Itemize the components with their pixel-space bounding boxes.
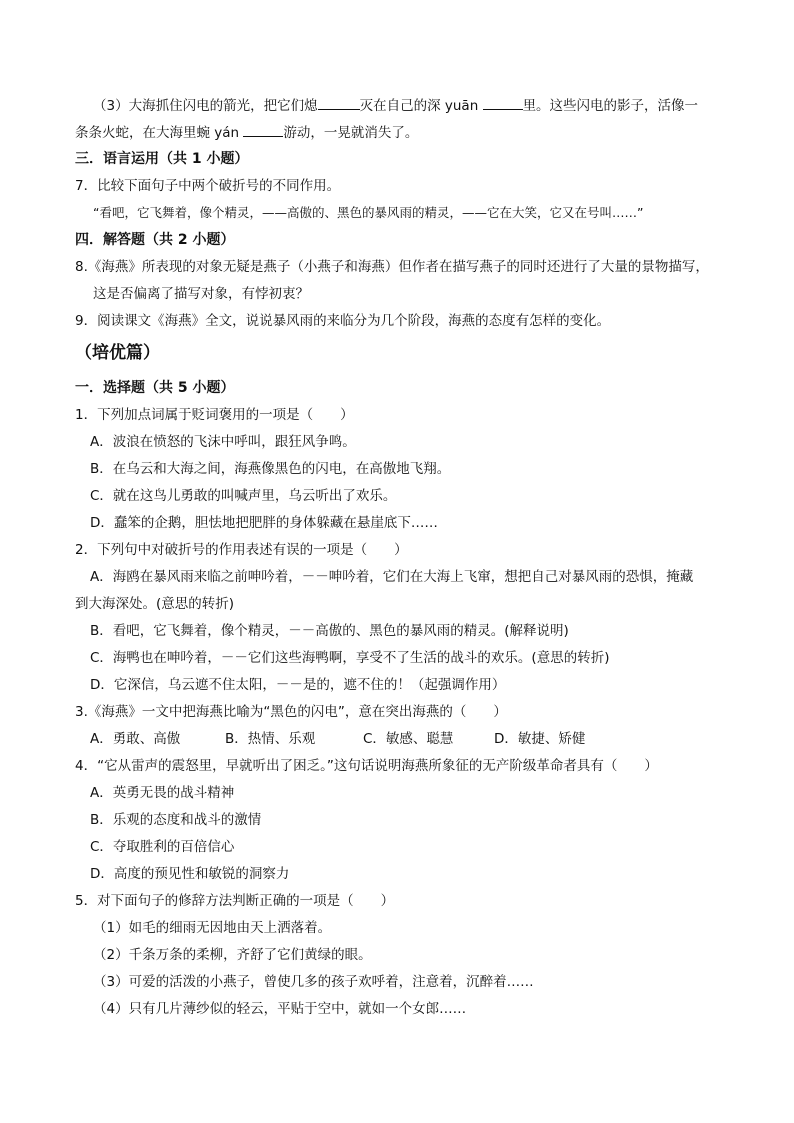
- question-stem: 2．下列句中对破折号的作用表述有误的一项是（ ）: [75, 542, 408, 558]
- option-b[interactable]: B．热情、乐观: [225, 731, 316, 747]
- section-title: 三．语言运用（共 1 小题）: [75, 151, 249, 167]
- option-d[interactable]: D．它深信，乌云遮不住太阳，－－是的，遮不住的！（起强调作用）: [90, 677, 506, 693]
- q3-fill-line-2: [75, 122, 418, 143]
- question-stem-continued: 这是否偏离了描写对象，有悖初衷？: [93, 286, 309, 302]
- question-stem: 5．对下面句子的修辞方法判断正确的一项是（ ）: [75, 893, 395, 909]
- option-a[interactable]: A．勇敢、高傲: [90, 731, 181, 747]
- option-b[interactable]: B．看吧，它飞舞着，像个精灵，－－高傲的、黑色的暴风雨的精灵。(解释说明): [90, 623, 569, 639]
- option-c[interactable]: C．就在这鸟儿勇敢的叫喊声里，乌云听出了欢乐。: [90, 488, 397, 504]
- option-b[interactable]: B．在乌云和大海之间，海燕像黑色的闪电，在高傲地飞翔。: [90, 461, 451, 477]
- answer-blank[interactable]: [483, 95, 523, 110]
- question-stem: 9．阅读课文《海燕》全文，说说暴风雨的来临分为几个阶段，海燕的态度有怎样的变化。: [75, 313, 611, 329]
- q3-text-e: 游动，一晃就消失了。: [283, 125, 419, 141]
- question-stem: 8.《海燕》所表现的对象无疑是燕子（小燕子和海燕）但作者在描写燕子的同时还进行了大量的景物描写，: [75, 259, 709, 275]
- part-title: （培优篇）: [75, 343, 160, 363]
- answer-blank[interactable]: [243, 122, 283, 137]
- option-c[interactable]: C．敏感、聪慧: [363, 731, 454, 747]
- option-d[interactable]: D．高度的预见性和敏锐的洞察力: [90, 866, 290, 882]
- sentence-2: （2）千条万条的柔柳，齐舒了它们黄绿的眼。: [93, 947, 372, 963]
- q3-text-d: 条条火蛇，在大海里蜿 yán: [75, 125, 240, 141]
- option-d[interactable]: D．蠢笨的企鹅，胆怯地把肥胖的身体躲藏在悬崖底下……: [90, 515, 438, 531]
- sentence-3: （3）可爱的活泼的小燕子，曾使几多的孩子欢呼着，注意着，沉醉着……: [93, 974, 534, 990]
- q3-fill-line-1: [93, 95, 698, 116]
- option-a-continued: 到大海深处。(意思的转折): [75, 596, 235, 612]
- option-d[interactable]: D．敏捷、矫健: [494, 731, 586, 747]
- quoted-sentence: “看吧，它飞舞着，像个精灵，——高傲的、黑色的暴风雨的精灵，——它在大笑，它又在号叫……”: [93, 205, 644, 220]
- q3-text-a: （3）大海抓住闪电的箭光，把它们熄: [93, 98, 318, 114]
- sentence-1: （1）如毛的细雨无因地由天上洒落着。: [93, 920, 332, 936]
- question-stem: 1．下列加点词属于贬词褒用的一项是（ ）: [75, 407, 354, 423]
- question-stem: 7．比较下面句子中两个破折号的不同作用。: [75, 178, 341, 194]
- question-stem: 3.《海燕》一文中把海燕比喻为“黑色的闪电”，意在突出海燕的（ ）: [75, 704, 507, 720]
- option-c[interactable]: C．夺取胜利的百倍信心: [90, 839, 235, 855]
- option-c[interactable]: C．海鸭也在呻吟着，－－它们这些海鸭啊，享受不了生活的战斗的欢乐。(意思的转折): [90, 650, 610, 666]
- q3-text-c: 里。这些闪电的影子，活像一: [522, 98, 699, 114]
- section-title: 一．选择题（共 5 小题）: [75, 380, 235, 396]
- section-title: 四．解答题（共 2 小题）: [75, 232, 235, 248]
- option-a[interactable]: A．英勇无畏的战斗精神: [90, 785, 235, 801]
- option-a[interactable]: A．波浪在愤怒的飞沫中呼叫，跟狂风争鸣。: [90, 434, 356, 450]
- option-row: [90, 729, 585, 749]
- sentence-4: （4）只有几片薄纱似的轻云，平贴于空中，就如一个女郎……: [93, 1001, 467, 1017]
- option-a[interactable]: A．海鸥在暴风雨来临之前呻吟着，－－呻吟着，它们在大海上飞窜，想把自己对暴风雨的恐惧，掩藏: [90, 569, 694, 585]
- question-stem: 4．“它从雷声的震怒里，早就听出了困乏。”这句话说明海燕所象征的无产阶级革命者具有（ ）: [75, 758, 658, 774]
- answer-blank[interactable]: [318, 95, 360, 110]
- q3-text-b: 灭在自己的深 yuān: [359, 98, 479, 114]
- option-b[interactable]: B．乐观的态度和战斗的激情: [90, 812, 262, 828]
